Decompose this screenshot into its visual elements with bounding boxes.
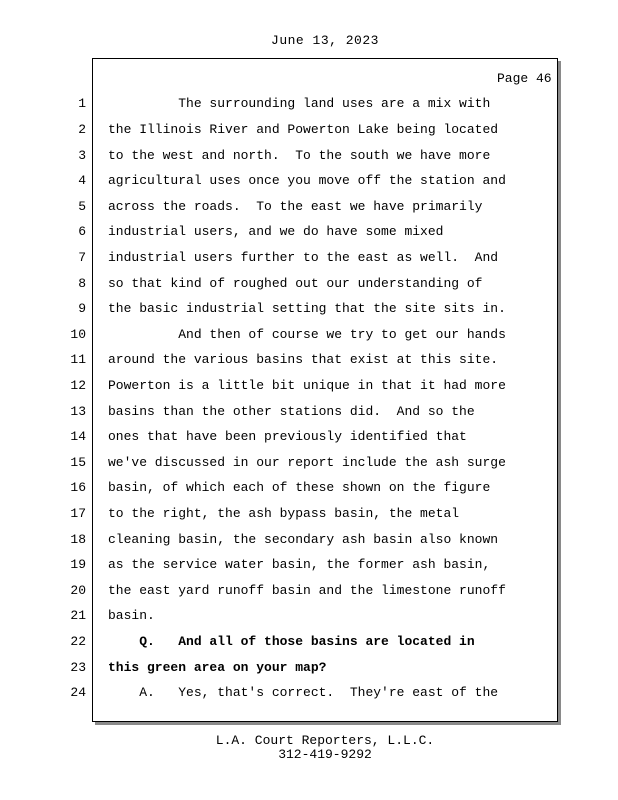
transcript-line-question: this green area on your map?	[108, 660, 327, 675]
line-number: 4	[78, 173, 86, 188]
transcript-line: agricultural uses once you move off the station and	[108, 173, 506, 188]
transcript-line-answer: A. Yes, that's correct. They're east of the	[108, 685, 499, 700]
transcript-line: so that kind of roughed out our understanding of	[108, 276, 483, 291]
line-number: 23	[70, 660, 86, 675]
line-number: 13	[70, 404, 86, 419]
line-number: 16	[70, 480, 86, 495]
line-number: 19	[70, 557, 86, 572]
transcript-line: the basic industrial setting that the site sits in.	[108, 301, 506, 316]
line-number: 8	[78, 276, 86, 291]
transcript-date: June 13, 2023	[271, 33, 379, 48]
transcript-line: cleaning basin, the secondary ash basin also known	[108, 532, 499, 547]
line-number: 11	[70, 352, 86, 367]
transcript-line: as the service water basin, the former ash basin,	[108, 557, 491, 572]
transcript-line: the east yard runoff basin and the limestone runoff	[108, 583, 506, 598]
line-number: 24	[70, 685, 86, 700]
transcript-line: The surrounding land uses are a mix with	[108, 96, 491, 111]
transcript-line: to the west and north. To the south we have more	[108, 148, 491, 163]
transcript-line: we've discussed in our report include the ash surge	[108, 455, 506, 470]
transcript-line: the Illinois River and Powerton Lake being located	[108, 122, 499, 137]
page-number: Page 46	[497, 71, 552, 86]
line-number: 6	[78, 224, 86, 239]
transcript-line-question: Q. And all of those basins are located in	[108, 634, 475, 649]
line-number: 12	[70, 378, 86, 393]
transcript-line: basin.	[108, 608, 155, 623]
line-number: 21	[70, 608, 86, 623]
footer	[0, 734, 618, 762]
transcript-line: around the various basins that exist at this site.	[108, 352, 499, 367]
transcript-line: ones that have been previously identified that	[108, 429, 467, 444]
line-number: 20	[70, 583, 86, 598]
line-number: 1	[78, 96, 86, 111]
transcript-line: across the roads. To the east we have primarily	[108, 199, 483, 214]
footer-phone: 312-419-9292	[278, 747, 372, 762]
transcript-line: basins than the other stations did. And so the	[108, 404, 475, 419]
line-number: 22	[70, 634, 86, 649]
line-number: 5	[78, 199, 86, 214]
line-number: 3	[78, 148, 86, 163]
line-number: 7	[78, 250, 86, 265]
line-number: 18	[70, 532, 86, 547]
line-number: 15	[70, 455, 86, 470]
line-number: 2	[78, 122, 86, 137]
transcript-line: industrial users, and we do have some mixed	[108, 224, 444, 239]
line-number: 14	[70, 429, 86, 444]
transcript-line: to the right, the ash bypass basin, the metal	[108, 506, 460, 521]
transcript-line: And then of course we try to get our hands	[108, 327, 506, 342]
line-number: 9	[78, 301, 86, 316]
line-number: 17	[70, 506, 86, 521]
line-number: 10	[70, 327, 86, 342]
transcript-line: industrial users further to the east as well. And	[108, 250, 499, 265]
transcript-line: basin, of which each of these shown on the figure	[108, 480, 491, 495]
footer-company: L.A. Court Reporters, L.L.C.	[215, 733, 435, 748]
transcript-line: Powerton is a little bit unique in that it had more	[108, 378, 506, 393]
